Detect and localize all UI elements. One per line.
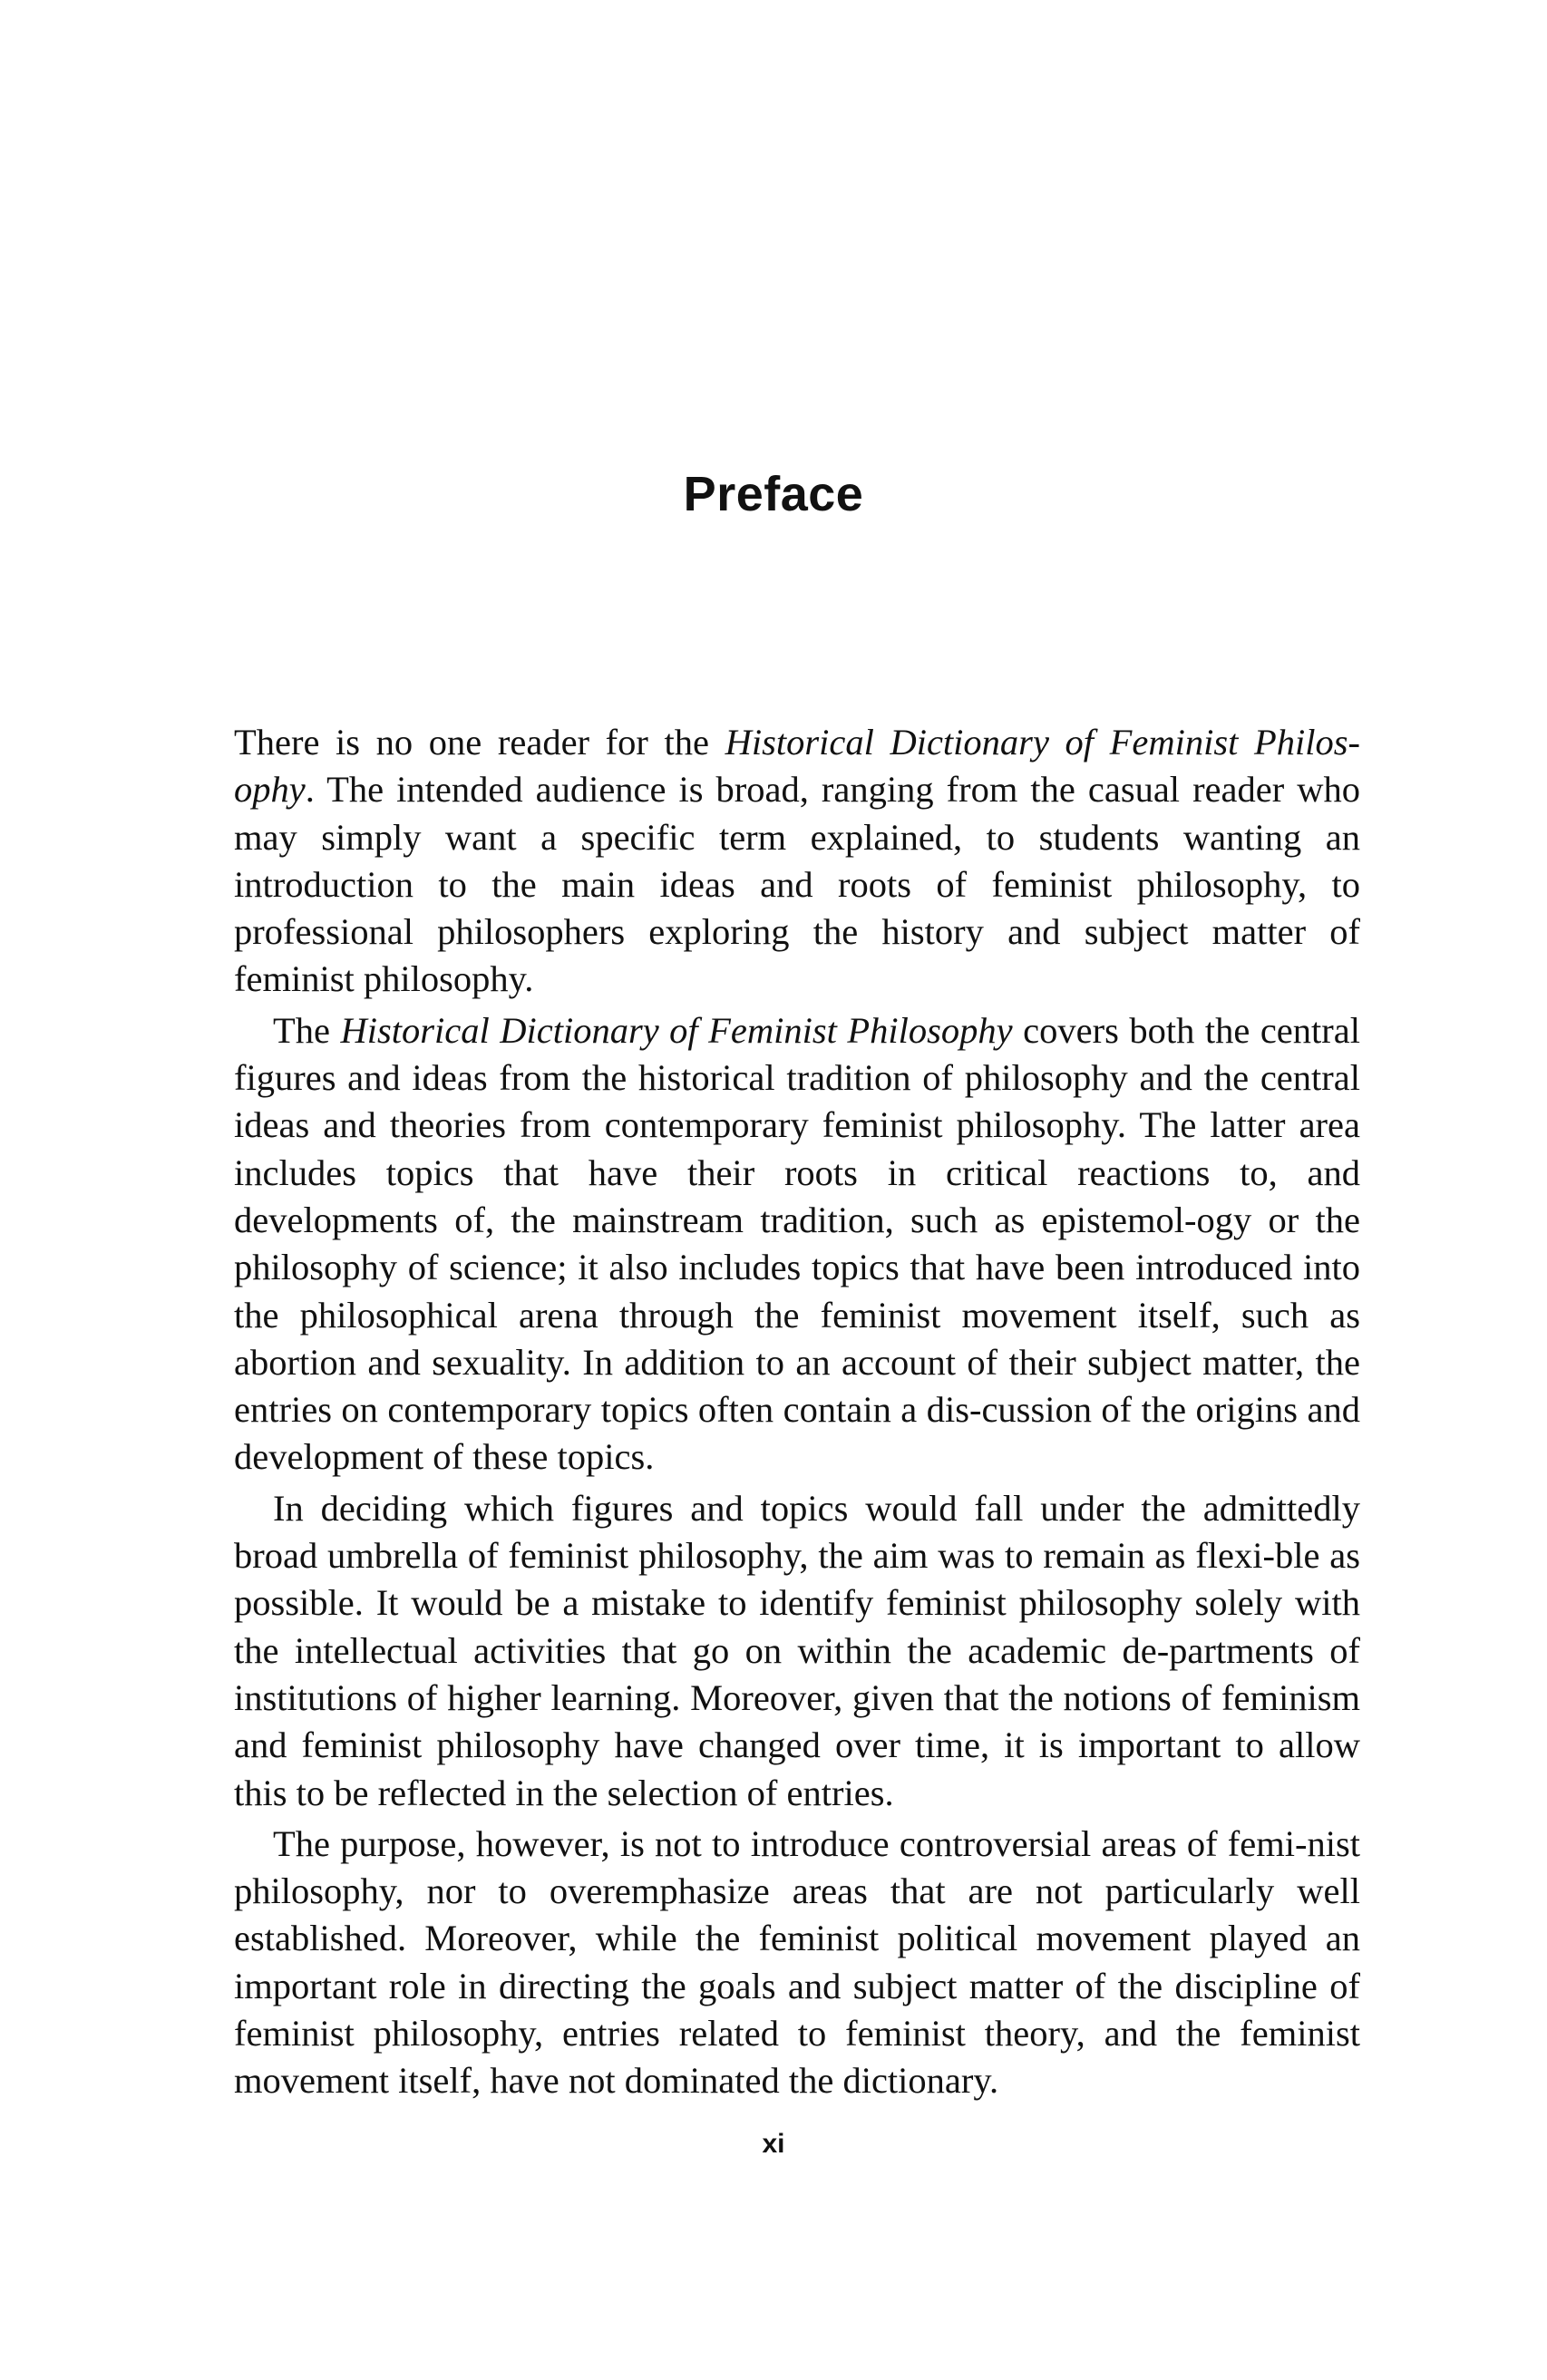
paragraph-1-book-title: Historical Dictionary of Feminist Philos-ophy <box>234 722 1360 811</box>
paragraph-2-text-a: The <box>273 1009 341 1051</box>
paragraph-1-text-b: . The intended audience is broad, ranging from the casual reader who may simply want a specific term explained, to students wanting an introduction to the main ideas and roots of feminist philosophy, to professional philosophers exploring the history and subject matter of feminist philosophy. <box>234 769 1360 1000</box>
paragraph-2-book-title: Historical Dictionary of Feminist Philosophy <box>340 1009 1013 1051</box>
paragraph-4 <box>234 1821 1360 2105</box>
page-number: xi <box>762 2129 785 2159</box>
paragraph-2 <box>234 1007 1360 1481</box>
paragraph-3-text: In deciding which figures and topics would fall under the admittedly broad umbrella of feminist philosophy, the aim was to remain as flexi-ble as possible. It would be a mistake to identify feminist philosophy solely with the intellectual activities that go on within the academic de-partments of institutions of higher learning. Moreover, given that the notions of feminism and feminist philosophy have changed over time, it is important to allow this to be reflected in the selection of entries. <box>234 1487 1360 1813</box>
page-title: Preface <box>683 467 864 521</box>
preface-body <box>234 719 1360 2105</box>
paragraph-1-text-a: There is no one reader for the <box>234 722 725 763</box>
paragraph-2-text-b: covers both the central figures and ideas from the historical tradition of philosophy and the central ideas and theories from contemporary feminist philosophy. The latter area includes topics that have their roots in critical reactions to, and developments of, the mainstream tradition, such as epistemol-ogy or the philosophy of science; it also includes topics that have been introduced into the philosophical arena through the feminist movement itself, such as abortion and sexuality. In addition to an account of their subject matter, the entries on contemporary topics often contain a dis-cussion of the origins and development of these topics. <box>234 1009 1360 1478</box>
paragraph-3 <box>234 1485 1360 1817</box>
paragraph-4-text: The purpose, however, is not to introduce controversial areas of femi-nist philosophy, nor to overemphasize areas that are not particularly well established. Moreover, while the feminist political movement played an important role in directing the goals and subject matter of the discipline of feminist philosophy, entries related to feminist theory, and the feminist movement itself, have not dominated the dictionary. <box>234 1822 1360 2102</box>
paragraph-1 <box>234 719 1360 1004</box>
